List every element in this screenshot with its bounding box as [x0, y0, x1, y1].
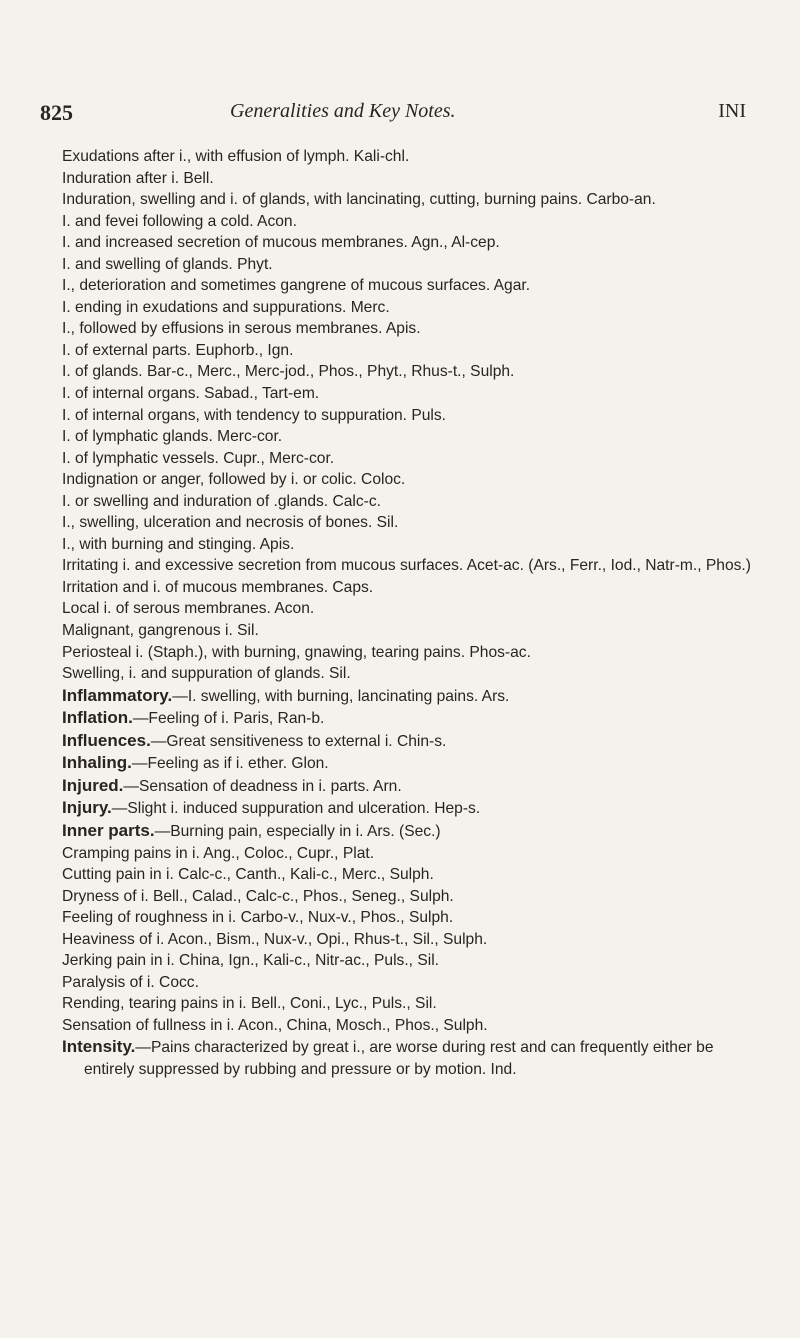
entry-text: I. ending in exudations and suppurations. Merc.: [62, 298, 390, 316]
index-entry: [62, 340, 756, 362]
index-entry: [62, 907, 756, 929]
entry-heading: Inner parts.: [62, 820, 155, 840]
section-mark: INI: [718, 100, 746, 122]
index-entry: [62, 1036, 756, 1080]
index-entry: [62, 232, 756, 254]
entry-text: Feeling of roughness in i. Carbo-v., Nux-v., Phos., Sulph.: [62, 909, 454, 927]
index-entry: [62, 448, 756, 470]
index-entry: [62, 426, 756, 448]
entry-heading: Inhaling.: [62, 753, 132, 773]
index-entry: [62, 663, 756, 685]
entry-text: I., swelling, ulceration and necrosis of bones. Sil.: [62, 514, 399, 532]
index-entry: [62, 555, 756, 577]
index-entry: [62, 864, 756, 886]
index-entry: [62, 383, 756, 405]
index-entry: [62, 752, 756, 775]
entry-text: —Slight i. induced suppuration and ulceration. Hep-s.: [111, 800, 481, 818]
entry-text: I., with burning and stinging. Apis.: [62, 535, 295, 553]
entry-text: —Burning pain, especially in i. Ars. (Sec.): [154, 822, 441, 840]
index-entry: [62, 730, 756, 753]
index-entry: [62, 598, 756, 620]
index-entry: [62, 1015, 756, 1037]
entry-heading: Inflation.: [62, 708, 133, 728]
entry-heading: Injured.: [62, 775, 124, 795]
entry-text: I. of lymphatic glands. Merc-cor.: [62, 428, 283, 446]
entry-text: I. or swelling and induration of .glands. Calc-c.: [62, 492, 381, 510]
entry-text: Jerking pain in i. China, Ign., Kali-c., Nitr-ac., Puls., Sil.: [62, 952, 439, 970]
entry-text: I. and fevei following a cold. Acon.: [62, 212, 297, 230]
entry-heading: Influences.: [62, 730, 151, 750]
entry-text: I., deterioration and sometimes gangrene of mucous surfaces. Agar.: [62, 277, 531, 295]
entry-text: I. of lymphatic vessels. Cupr., Merc-cor.: [62, 449, 335, 467]
index-entry: [62, 189, 756, 211]
entry-text: —I. swelling, with burning, lancinating pains. Ars.: [172, 687, 510, 705]
entry-text: Heaviness of i. Acon., Bism., Nux-v., Opi., Rhus-t., Sil., Sulph.: [62, 930, 488, 948]
index-entry: [62, 405, 756, 427]
entry-text: Exudations after i., with effusion of lymph. Kali-chl.: [62, 148, 410, 165]
entry-text: Local i. of serous membranes. Acon.: [62, 600, 315, 618]
entry-text: Rending, tearing pains in i. Bell., Coni., Lyc., Puls., Sil.: [62, 995, 437, 1013]
index-entry: [62, 275, 756, 297]
index-entry: [62, 361, 756, 383]
index-entry: [62, 211, 756, 233]
entry-text: Periosteal i. (Staph.), with burning, gnawing, tearing pains. Phos-ac.: [62, 643, 531, 661]
index-entry: [62, 797, 756, 820]
index-entry: [62, 577, 756, 599]
entry-text: Induration, swelling and i. of glands, with lancinating, cutting, burning pains. Carbo-an.: [62, 191, 656, 209]
index-entry: [62, 469, 756, 491]
index-entry: [62, 297, 756, 319]
entry-text: —Great sensitiveness to external i. Chin-s.: [150, 732, 447, 750]
entry-text: —Pains characterized by great i., are worse during rest and can frequently either be entirely suppressed by rubbing and pressure or by motion. Ind.: [84, 1039, 714, 1078]
entry-text: I. and swelling of glands. Phyt.: [62, 255, 273, 273]
entry-text: Malignant, gangrenous i. Sil.: [62, 622, 259, 640]
index-entry: [62, 929, 756, 951]
entry-heading: Inflammatory.: [62, 685, 173, 705]
entry-text: I. of external parts. Euphorb., Ign.: [62, 341, 294, 359]
entry-text: Irritating i. and excessive secretion from mucous surfaces. Acet-ac. (Ars., Ferr., Iod., Natr-m., Phos.): [62, 557, 751, 575]
entry-text: I. and increased secretion of mucous membranes. Agn., Al-cep.: [62, 234, 500, 252]
index-entry: [62, 318, 756, 340]
entry-text: Dryness of i. Bell., Calad., Calc-c., Phos., Seneg., Sulph.: [62, 887, 454, 905]
index-entry: [62, 707, 756, 730]
index-entry: [62, 534, 756, 556]
index-entry: [62, 685, 756, 708]
index-entry: [62, 972, 756, 994]
entry-text: Irritation and i. of mucous membranes. Caps.: [62, 578, 374, 596]
entry-heading: Intensity.: [62, 1037, 136, 1057]
running-header: [40, 100, 760, 130]
entry-text: —Sensation of deadness in i. parts. Arn.: [123, 777, 402, 795]
index-entry: [62, 775, 756, 798]
page-number: 825: [40, 100, 73, 125]
index-entry: [62, 886, 756, 908]
index-entry: [62, 168, 756, 190]
index-entry: [62, 950, 756, 972]
index-entry: [62, 642, 756, 664]
index-entry: [62, 512, 756, 534]
entry-text: —Feeling as if i. ether. Glon.: [131, 755, 329, 773]
index-entry: [62, 820, 756, 843]
entry-text: Swelling, i. and suppuration of glands. Sil.: [62, 665, 351, 683]
index-entry: [62, 620, 756, 642]
index-entry: [62, 491, 756, 513]
running-title: Generalities and Key Notes.: [230, 100, 456, 122]
entry-text: Induration after i. Bell.: [62, 169, 214, 187]
index-entry: [62, 146, 756, 168]
entry-text: I. of internal organs, with tendency to suppuration. Puls.: [62, 406, 447, 424]
entry-text: Cutting pain in i. Calc-c., Canth., Kali-c., Merc., Sulph.: [62, 866, 434, 884]
entry-text: Sensation of fullness in i. Acon., China, Mosch., Phos., Sulph.: [62, 1016, 488, 1034]
text-body: [62, 146, 756, 1081]
entry-text: I. of internal organs. Sabad., Tart-em.: [62, 385, 320, 403]
entry-heading: Injury.: [62, 798, 112, 818]
entry-text: I., followed by effusions in serous membranes. Apis.: [62, 320, 421, 338]
entry-text: Cramping pains in i. Ang., Coloc., Cupr., Plat.: [62, 844, 375, 862]
index-entry: [62, 254, 756, 276]
entry-text: —Feeling of i. Paris, Ran-b.: [132, 710, 325, 728]
index-entry: [62, 843, 756, 865]
entry-text: Paralysis of i. Cocc.: [62, 973, 199, 991]
entry-text: I. of glands. Bar-c., Merc., Merc-jod., Phos., Phyt., Rhus-t., Sulph.: [62, 363, 515, 381]
entry-text: Indignation or anger, followed by i. or colic. Coloc.: [62, 471, 406, 489]
index-entry: [62, 993, 756, 1015]
